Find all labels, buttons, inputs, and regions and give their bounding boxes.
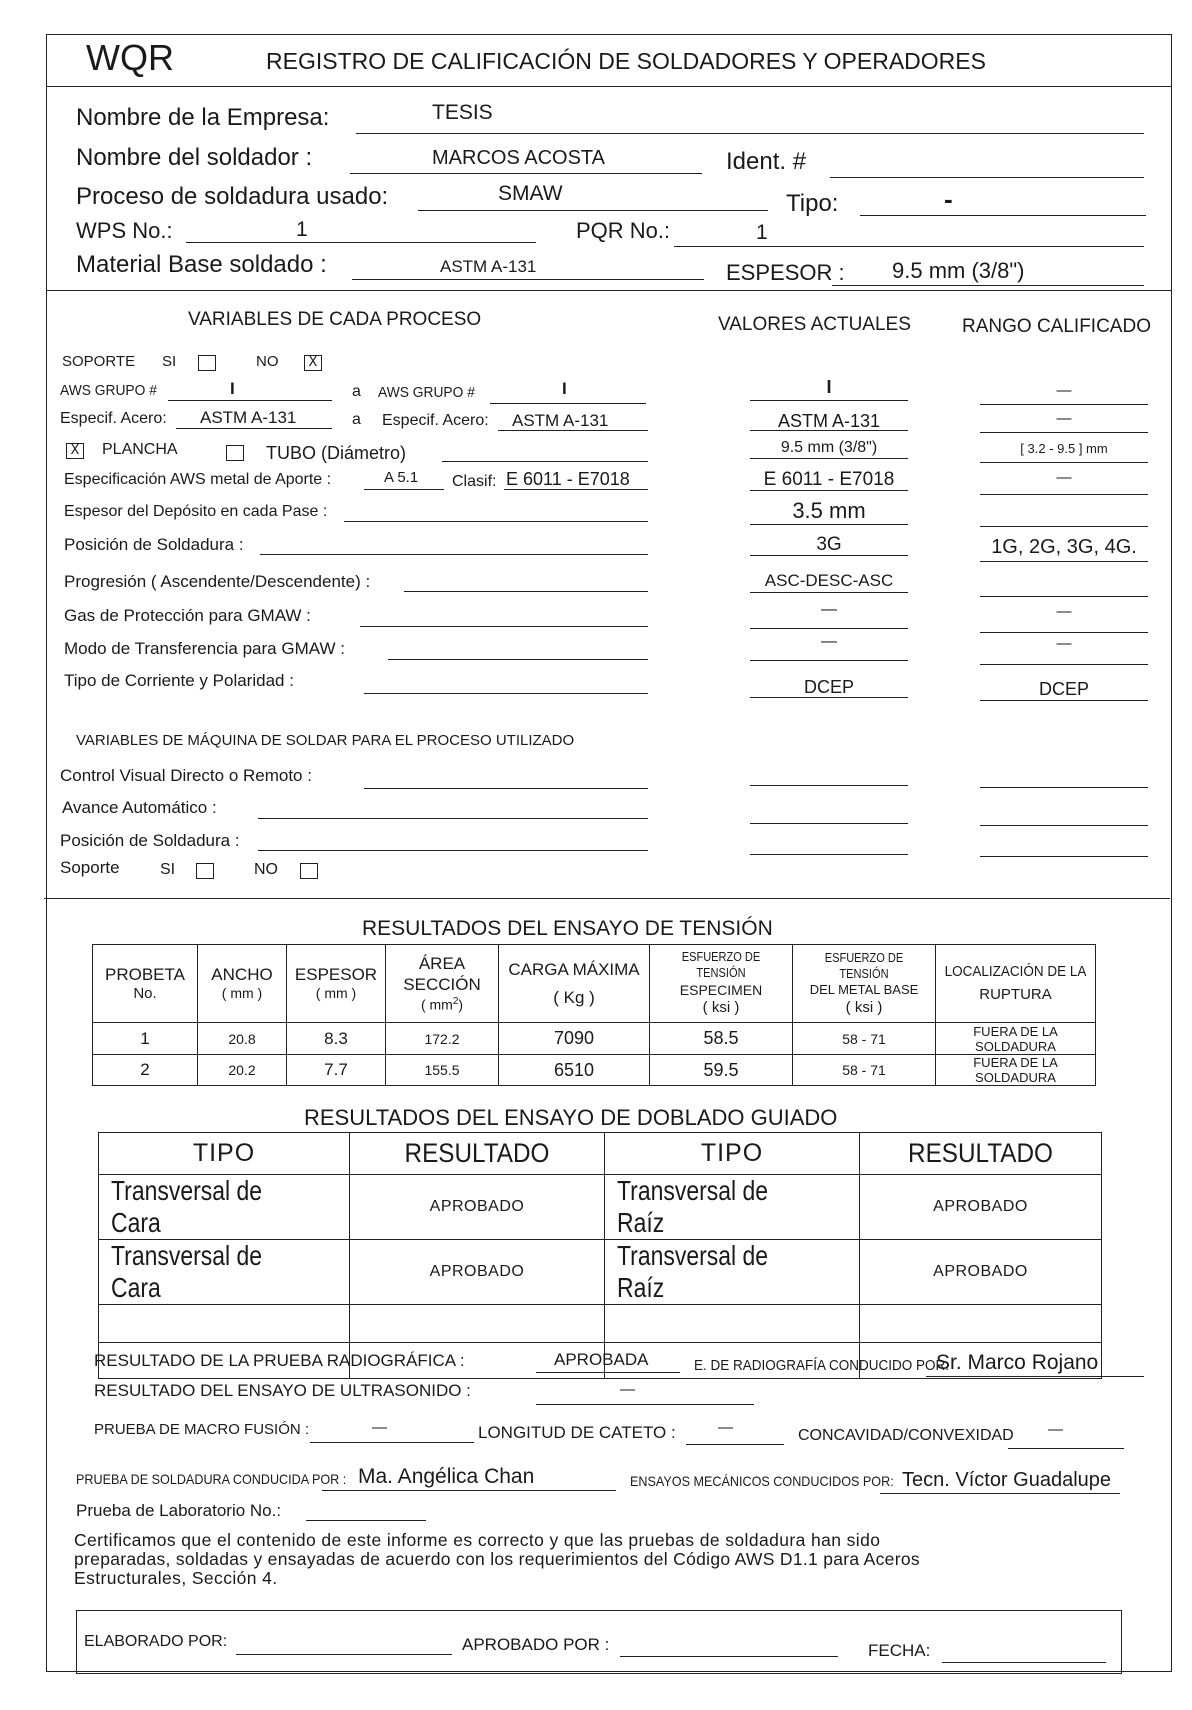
bend-res-2 <box>860 1305 1102 1343</box>
mecanicos-value: Tecn. Víctor Guadalupe <box>902 1469 1112 1491</box>
machine-rango-line-2 <box>980 856 1148 857</box>
ultra-line <box>536 1404 754 1405</box>
plancha-label: PLANCHA <box>102 441 178 458</box>
th-area-unit-wrap <box>386 996 498 1014</box>
aws-grupo2-value: I <box>562 379 567 398</box>
cell-espesor: 7.7 <box>287 1055 386 1086</box>
form-code: WQR <box>86 37 174 78</box>
machine-rango-line-1 <box>980 825 1148 826</box>
clasif-label: Clasif: <box>452 473 497 490</box>
cell-loc: FUERA DE LA SOLDADURA <box>936 1023 1096 1055</box>
acero-label: Especif. Acero: <box>60 410 167 427</box>
th-area-unit: ( mm <box>420 996 453 1013</box>
machine-rango-line-0 <box>980 787 1148 788</box>
soldador-label: Nombre del soldador : <box>76 144 313 171</box>
soporte-si-checkbox[interactable] <box>198 355 216 371</box>
espesor-value: 9.5 mm (3/8") <box>892 258 1025 283</box>
bend-title: RESULTADOS DEL ENSAYO DE DOBLADO GUIADO <box>304 1105 838 1130</box>
aws-grupo-line <box>168 400 332 401</box>
cell-esf-base: 58 - 71 <box>793 1023 936 1055</box>
lab-label: Prueba de Laboratorio No.: <box>76 1501 282 1520</box>
concav-line <box>1008 1448 1124 1449</box>
aws-grupo2-line <box>490 403 646 404</box>
concav-value: — <box>1048 1421 1063 1438</box>
material-label: Material Base soldado : <box>76 251 327 278</box>
cell-probeta: 2 <box>93 1055 198 1086</box>
cell-esf-base: 58 - 71 <box>793 1055 936 1086</box>
corriente-label: Tipo de Corriente y Polaridad : <box>64 671 294 690</box>
machine-si-label: SI <box>160 861 176 878</box>
bend-tipo-1: Transversal de Cara <box>111 1175 263 1238</box>
aporte-line <box>364 489 444 490</box>
control-line <box>364 788 648 789</box>
corriente-line <box>364 693 648 694</box>
cell-carga: 6510 <box>499 1055 650 1086</box>
macro-line <box>310 1442 474 1443</box>
th-esf-spec-sub: ESPECIMEN <box>679 981 763 998</box>
actual-value-1: ASTM A-131 <box>777 411 881 431</box>
modo-line <box>388 659 648 660</box>
rango-value-7: — <box>1056 603 1072 620</box>
machine-actual-line-2 <box>750 854 908 855</box>
cell-esf-spec: 58.5 <box>650 1023 793 1055</box>
radio-by-line <box>926 1376 1144 1377</box>
aporte-value: A 5.1 <box>384 469 419 486</box>
bend-row <box>99 1305 1102 1343</box>
th-loc: LOCALIZACIÓN DE LA <box>944 962 1087 980</box>
actual-value-7: — <box>821 601 837 618</box>
machine-no-label: NO <box>254 861 278 878</box>
bend-tipo-2: Transversal de Raíz <box>617 1240 769 1303</box>
actual-value-3: E 6011 - E7018 <box>763 469 895 490</box>
actual-value-5: 3G <box>816 534 842 555</box>
aws-grupo-value: I <box>230 379 235 398</box>
general-divider <box>46 290 1172 291</box>
machine-title: VARIABLES DE MÁQUINA DE SOLDAR PARA EL PROCESO UTILIZADO <box>76 732 575 749</box>
th-esf-base: ESFUERZO DE TENSIÓN <box>824 949 904 981</box>
actual-line-3 <box>750 490 908 491</box>
actual-value-4: 3.5 mm <box>792 498 866 523</box>
tubo-label: TUBO (Diámetro) <box>266 443 407 463</box>
acero2-value: ASTM A-131 <box>512 411 609 430</box>
a-label-2: a <box>352 411 361 428</box>
rango-line-6 <box>980 596 1148 597</box>
cell-ancho: 20.8 <box>198 1023 287 1055</box>
tipo-label: Tipo: <box>786 190 839 217</box>
fecha-label: FECHA: <box>868 1641 931 1660</box>
radio-by-value: Sr. Marco Rojano <box>936 1351 1099 1374</box>
bend-res-2: APROBADO <box>860 1175 1102 1240</box>
certification-line-2: preparadas, soldadas y ensayadas de acuerdo con los requerimientos del Código AWS D1.1 para Aceros <box>74 1549 920 1569</box>
avance-label: Avance Automático : <box>62 798 217 817</box>
th-esf-base-sub: DEL METAL BASE <box>809 982 919 998</box>
form-title: REGISTRO DE CALIFICACIÓN DE SOLDADORES Y OPERADORES <box>266 48 986 74</box>
bend-h-tipo-2: TIPO <box>605 1133 860 1175</box>
machine-soporte-label: Soporte <box>60 858 120 877</box>
bend-res-1: APROBADO <box>350 1175 605 1240</box>
radio-line <box>536 1372 680 1373</box>
proceso-label: Proceso de soldadura usado: <box>76 183 389 210</box>
actual-line-2 <box>750 458 908 459</box>
bend-tipo-1: Transversal de Cara <box>111 1240 263 1303</box>
rango-value-9: DCEP <box>1038 679 1089 699</box>
modo-label: Modo de Transferencia para GMAW : <box>64 639 345 658</box>
cell-area: 172.2 <box>386 1023 499 1055</box>
conducida-label: PRUEBA DE SOLDADURA CONDUCIDA POR : <box>76 1471 347 1487</box>
bend-h-resultado-1: RESULTADO <box>404 1138 550 1168</box>
soporte-no-label: NO <box>256 353 279 370</box>
actual-line-5 <box>750 555 908 556</box>
espesor-label: ESPESOR : <box>726 260 845 285</box>
deposito-line <box>344 521 648 522</box>
actual-line-4 <box>750 524 908 525</box>
tension-row <box>93 1055 1096 1086</box>
certification-line-1: Certificamos que el contenido de este informe es correcto y que las pruebas de soldadura han sido <box>74 1530 881 1550</box>
th-area-unit-close: ) <box>458 996 464 1013</box>
empresa-line <box>356 133 1144 134</box>
pqr-value: 1 <box>756 221 768 244</box>
tension-table <box>92 944 1096 1086</box>
th-carga: CARGA MÁXIMA <box>508 960 640 980</box>
th-esf-spec: ESFUERZO DE TENSIÓN <box>681 949 761 981</box>
tubo-line <box>442 461 648 462</box>
cateto-label: LONGITUD DE CATETO : <box>478 1423 676 1442</box>
gas-line <box>360 626 648 627</box>
fecha-line[interactable] <box>942 1662 1106 1663</box>
pqr-line <box>674 246 1144 247</box>
rango-value-3: — <box>1056 469 1072 486</box>
certification-line-3: Estructurales, Sección 4. <box>74 1568 278 1588</box>
rango-value-8: — <box>1056 635 1072 652</box>
rango-value-5: 1G, 2G, 3G, 4G. <box>991 536 1137 558</box>
cateto-line <box>686 1444 784 1445</box>
rango-line-3 <box>980 494 1148 495</box>
cateto-value: — <box>718 1419 733 1436</box>
aws-grupo-label: AWS GRUPO # <box>60 382 157 399</box>
tipo-value: - <box>944 184 953 214</box>
bend-tipo-2 <box>605 1305 860 1343</box>
cell-ancho: 20.2 <box>198 1055 287 1086</box>
radio-label: RESULTADO DE LA PRUEBA RADIOGRÁFICA : <box>94 1351 465 1370</box>
th-probeta: PROBETA <box>105 964 185 984</box>
th-espesor: ESPESOR <box>294 965 378 985</box>
aws-grupo2-label: AWS GRUPO # <box>378 384 475 401</box>
ultra-label: RESULTADO DEL ENSAYO DE ULTRASONIDO : <box>94 1381 471 1400</box>
soporte-label: SOPORTE <box>62 353 136 370</box>
clasif-value: E 6011 - E7018 <box>506 469 630 489</box>
bend-row <box>99 1175 1102 1240</box>
soporte-si-label: SI <box>162 353 177 370</box>
lab-line <box>306 1520 426 1521</box>
pqr-label: PQR No.: <box>576 218 671 243</box>
rango-value-0: — <box>1056 382 1072 399</box>
rango-line-7 <box>980 632 1148 633</box>
th-area-unit-exp: 2 <box>452 995 459 1007</box>
bend-table <box>98 1132 1102 1379</box>
acero2-line <box>498 430 648 431</box>
th-area: ÁREA <box>418 954 466 974</box>
progresion-label: Progresión ( Ascendente/Descendente) : <box>64 572 371 591</box>
ident-label: Ident. # <box>726 148 807 175</box>
th-esf-base-unit: ( ksi ) <box>845 998 883 1016</box>
avance-line <box>258 818 648 819</box>
rango-line-8 <box>980 664 1148 665</box>
concav-label: CONCAVIDAD/CONVEXIDAD <box>798 1427 1014 1444</box>
col-actual-heading: VALORES ACTUALES <box>718 314 911 335</box>
acero-value: ASTM A-131 <box>200 408 297 427</box>
wps-label: WPS No.: <box>76 218 173 243</box>
macro-value: — <box>372 1419 387 1436</box>
rango-line-0 <box>980 404 1148 405</box>
posicion-label: Posición de Soldadura : <box>64 535 244 554</box>
clasif-line <box>504 489 648 490</box>
th-area-sub: SECCIÓN <box>403 975 481 995</box>
cell-loc: FUERA DE LA SOLDADURA <box>936 1055 1096 1086</box>
aprobado-line[interactable] <box>620 1656 838 1657</box>
cell-probeta: 1 <box>93 1023 198 1055</box>
bend-h-resultado-2: RESULTADO <box>908 1138 1053 1168</box>
conducida-value: Ma. Angélica Chan <box>358 1465 535 1488</box>
th-probeta-sub: No. <box>133 984 157 1002</box>
machine-actual-line-0 <box>750 785 908 786</box>
actual-value-0: I <box>826 377 832 397</box>
variables-divider <box>44 898 1170 899</box>
machine-si-checkbox[interactable] <box>196 863 214 879</box>
machine-posicion-label: Posición de Soldadura : <box>60 831 240 850</box>
tubo-checkbox[interactable] <box>226 445 244 461</box>
ident-line <box>830 177 1144 178</box>
mecanicos-line <box>880 1493 1120 1494</box>
material-line <box>352 279 704 280</box>
proceso-value: SMAW <box>498 182 563 205</box>
actual-value-2: 9.5 mm (3/8") <box>780 439 878 456</box>
actual-line-0 <box>750 400 908 401</box>
gas-label: Gas de Protección para GMAW : <box>64 606 311 625</box>
header-divider <box>46 86 1172 87</box>
cell-carga: 7090 <box>499 1023 650 1055</box>
bend-res-1 <box>350 1305 605 1343</box>
actual-line-6 <box>750 592 908 593</box>
posicion-line <box>260 554 648 555</box>
tipo-line <box>860 215 1146 216</box>
actual-value-6: ASC-DESC-ASC <box>764 571 894 590</box>
variables-title: VARIABLES DE CADA PROCESO <box>188 309 482 330</box>
aporte-label: Especificación AWS metal de Aporte : <box>64 471 332 488</box>
aprobado-label: APROBADO POR : <box>462 1635 610 1654</box>
radio-by-label: E. DE RADIOGRAFÍA CONDUCIDO POR: <box>694 1357 950 1374</box>
machine-no-checkbox[interactable] <box>300 863 318 879</box>
deposito-label: Espesor del Depósito en cada Pase : <box>64 503 328 520</box>
acero2-label: Especif. Acero: <box>382 412 489 429</box>
proceso-line <box>418 210 768 211</box>
cell-esf-spec: 59.5 <box>650 1055 793 1086</box>
empresa-value: TESIS <box>432 101 493 124</box>
a-label-1: a <box>352 383 361 400</box>
soporte-no-checkbox[interactable]: X <box>304 355 322 371</box>
radio-value: APROBADA <box>554 1350 649 1369</box>
wps-line <box>186 242 536 243</box>
actual-line-8 <box>750 660 908 661</box>
macro-label: PRUEBA DE MACRO FUSIÓN : <box>94 1421 310 1438</box>
machine-posicion-line <box>258 850 648 851</box>
cell-area: 155.5 <box>386 1055 499 1086</box>
rango-value-1: — <box>1056 410 1072 427</box>
control-label: Control Visual Directo o Remoto : <box>60 766 312 785</box>
rango-line-2 <box>980 462 1148 463</box>
bend-res-1: APROBADO <box>350 1240 605 1305</box>
soldador-value: MARCOS ACOSTA <box>432 147 605 169</box>
th-loc-sub: RUPTURA <box>979 985 1052 1003</box>
th-ancho: ANCHO <box>211 965 273 985</box>
mecanicos-label: ENSAYOS MECÁNICOS CONDUCIDOS POR: <box>630 1473 894 1489</box>
actual-line-7 <box>750 628 908 629</box>
th-ancho-sub: ( mm ) <box>221 985 263 1002</box>
col-rango-heading: RANGO CALIFICADO <box>962 316 1151 337</box>
progresion-line <box>404 591 648 592</box>
plancha-checkbox[interactable]: X <box>66 443 84 459</box>
actual-value-8: — <box>821 633 837 650</box>
actual-value-9: DCEP <box>803 677 854 697</box>
wps-value: 1 <box>296 218 308 241</box>
elaborado-line[interactable] <box>236 1654 452 1655</box>
acero-line <box>176 428 332 429</box>
actual-line-9 <box>750 697 908 698</box>
rango-value-2: [ 3.2 - 9.5 ] mm <box>1020 441 1108 456</box>
rango-line-1 <box>980 432 1148 433</box>
elaborado-label: ELABORADO POR: <box>84 1633 228 1650</box>
bend-row <box>99 1240 1102 1305</box>
th-espesor-sub: ( mm ) <box>315 985 357 1002</box>
rango-line-5 <box>980 561 1148 562</box>
rango-line-4 <box>980 526 1148 527</box>
espesor-line <box>832 285 1144 286</box>
bend-tipo-2: Transversal de Raíz <box>617 1175 769 1238</box>
tension-title: RESULTADOS DEL ENSAYO DE TENSIÓN <box>362 917 773 940</box>
material-value: ASTM A-131 <box>440 257 537 276</box>
rango-line-9 <box>980 700 1148 701</box>
conducida-line <box>322 1490 616 1491</box>
tension-row <box>93 1023 1096 1055</box>
bend-res-2: APROBADO <box>860 1240 1102 1305</box>
th-esf-spec-unit: ( ksi ) <box>702 999 740 1017</box>
bend-h-tipo-1: TIPO <box>99 1133 350 1175</box>
empresa-label: Nombre de la Empresa: <box>76 104 330 131</box>
cell-espesor: 8.3 <box>287 1023 386 1055</box>
ultra-value: — <box>620 1381 635 1398</box>
th-carga-sub: ( Kg ) <box>553 987 595 1007</box>
soldador-line <box>350 173 702 174</box>
bend-tipo-1 <box>99 1305 350 1343</box>
machine-actual-line-1 <box>750 823 908 824</box>
